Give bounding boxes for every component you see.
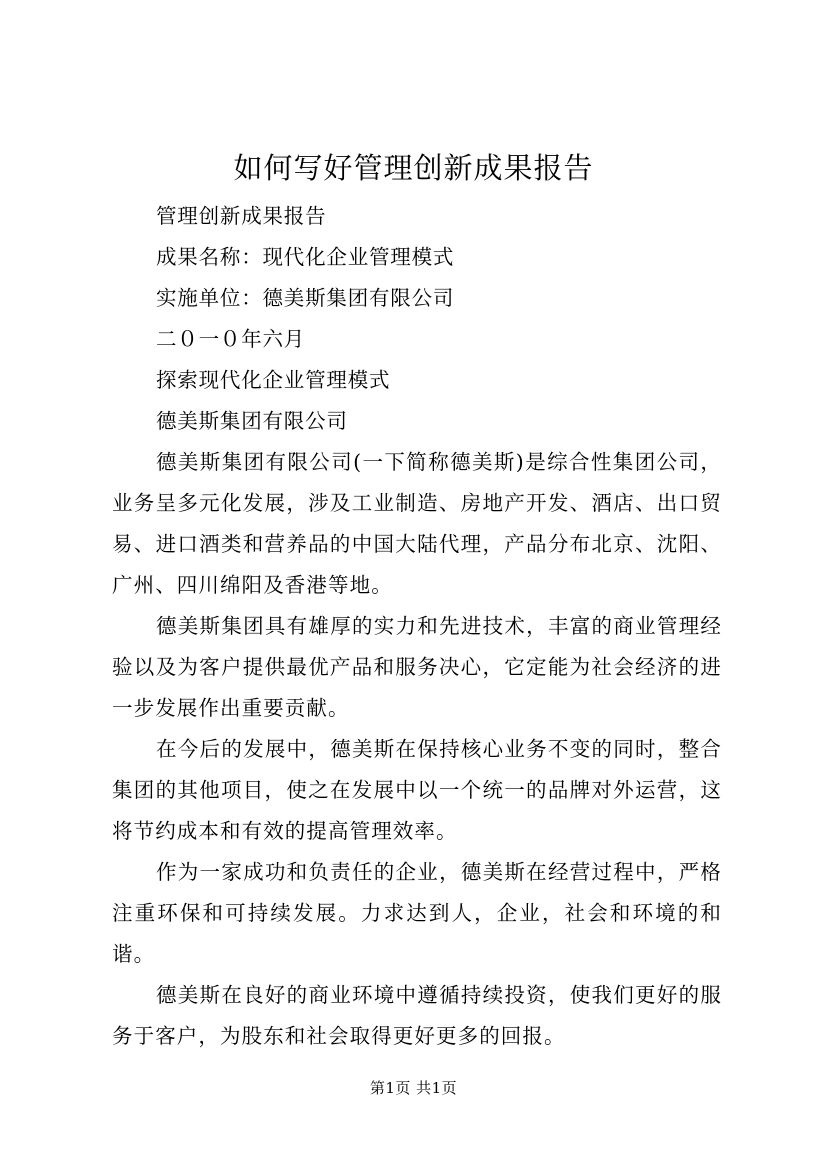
paragraph: 作为一家成功和负责任的企业，德美斯在经营过程中，严格注重环保和可持续发展。力求达到人，企业，社会和环境的和谐。 [112, 860, 722, 966]
achievement-name-line: 成果名称：现代化企业管理模式 [156, 245, 455, 269]
paragraph: 德美斯在良好的商业环境中遵循持续投资，使我们更好的服务于客户，为股东和社会取得更好更多的回报。 [112, 983, 722, 1048]
paragraph: 德美斯集团具有雄厚的实力和先进技术，丰富的商业管理经验以及为客户提供最优产品和服务决心，它定能为社会经济的进一步发展作出重要贡献。 [112, 614, 722, 720]
company-name-line: 德美斯集团有限公司 [156, 409, 348, 433]
paragraph: 德美斯集团有限公司(一下简称德美斯)是综合性集团公司，业务呈多元化发展，涉及工业制造、房地产开发、酒店、出口贸易、进口酒类和营养品的中国大陆代理，产品分布北京、沈阳、广州、四川绵阳及香港等地。 [112, 450, 722, 597]
document-title: 如何写好管理创新成果报告 [233, 151, 594, 185]
paragraph: 在今后的发展中，德美斯在保持核心业务不变的同时，整合集团的其他项目，使之在发展中以一个统一的品牌对外运营，这将节约成本和有效的提高管理效率。 [112, 737, 722, 843]
subject-line: 探索现代化企业管理模式 [156, 368, 391, 392]
page-footer: 第1页 共1页 [369, 1079, 458, 1097]
implementing-unit-line: 实施单位：德美斯集团有限公司 [156, 286, 455, 310]
document-body [112, 196, 722, 1057]
report-heading: 管理创新成果报告 [156, 204, 327, 228]
date-line: 二０一０年六月 [156, 327, 306, 351]
